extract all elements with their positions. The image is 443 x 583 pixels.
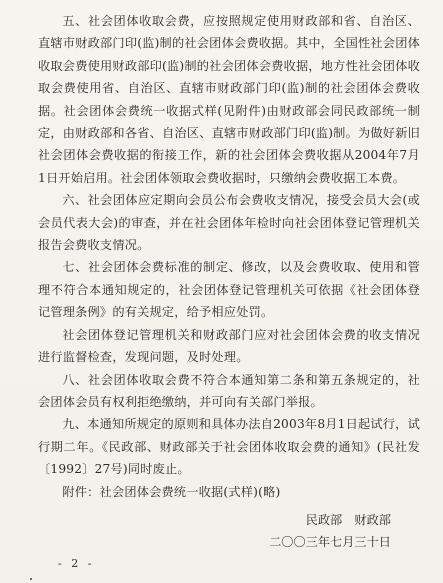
- paragraph-supervision: 社会团体登记管理机关和财政部门应对社会团体会费的收支情况进行监督检查，发现问题，及时处理。: [38, 327, 420, 365]
- page-number: - 2 -: [58, 557, 95, 570]
- paragraph-5-fee-receipts: 五、社会团体收取会费，应按照规定使用财政部和省、自治区、直辖市财政部门印(监)制的社会团体会费收据。其中，全国性社会团体收取会费使用财政部印(监)制的社会团体会费收据，地方性社会团体收取会费使用省、自治区、直辖市财政部门印(监)制的社会团体会费收据。社会团体会费统一收据式样(见附件)由财政部会同民政部统一制定，由财政部和各省、自治区、直辖市财政部门印(监)制。为做好新旧社会团体会费收据的衔接工作，新的社会团体会费收据从2004年7月1日开始启用。社会团体领取会费收据时，只缴纳会费收据工本费。: [38, 14, 420, 185]
- issuing-departments: 民政部 财政部: [305, 513, 391, 527]
- paragraph-8-refusal: 八、社会团体收取会费不符合本通知第二条和第五条规定的，社会团体会员有权利拒绝缴纳，并可向有关部门举报。: [38, 372, 420, 409]
- paragraph-6-disclosure: 六、社会团体应定期向会员公布会费收支情况，接受会员大会(或会员代表大会)的审查，并在社会团体年检时向社会团体登记管理机关报告会费收支情况。: [38, 193, 420, 253]
- paragraph-7-penalties: 七、社会团体会费标准的制定、修改，以及会费收取、使用和管理不符合本通知规定的，社会团体登记管理机关可依据《社会团体登记管理条例》的有关规定，给予相应处罚。: [38, 260, 420, 320]
- paragraph-9-effective-date: 九、本通知所规定的原则和具体办法自2003年8月1日起试行，试行期二年。《民政部、财政部关于社会团体收取会费的通知》(民社发〔1992〕27号)同时废止。: [38, 417, 420, 477]
- issue-date: 二〇〇三年七月三十日: [269, 535, 391, 549]
- signature-block: [269, 509, 391, 553]
- attachment-note: 附件：社会团体会费统一收据(式样)(略): [62, 484, 281, 499]
- scan-speck: [30, 578, 32, 580]
- document-body: [38, 10, 420, 503]
